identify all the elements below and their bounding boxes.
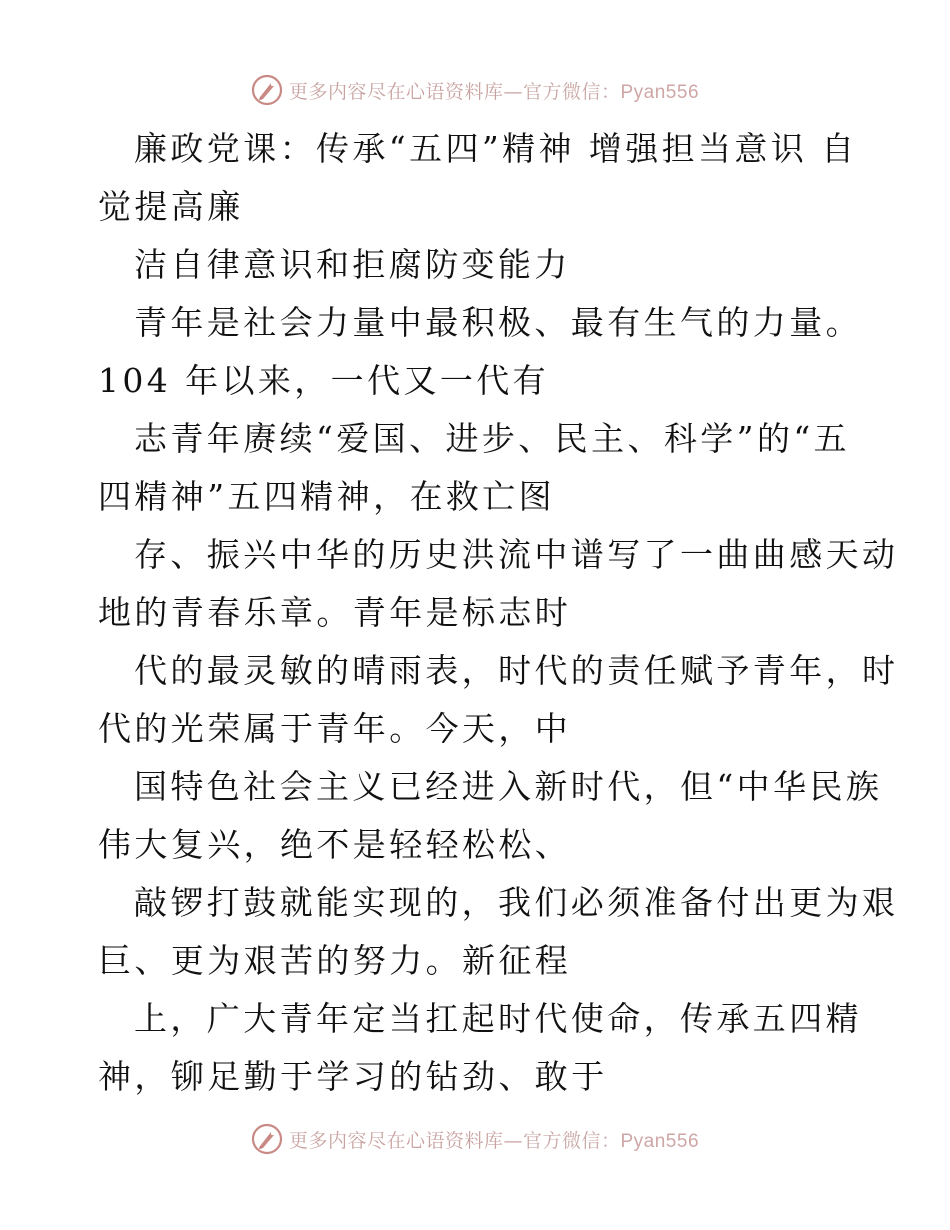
text-line: 存、振兴中华的历史洪流中谱写了一曲曲感天动 (134, 535, 899, 574)
text-line: 巨、更为艰苦的努力。新征程 (98, 941, 572, 980)
watermark-handle: Pyan556 (620, 81, 700, 103)
text-line: 伟大复兴，绝不是轻轻松松、 (98, 825, 572, 864)
watermark-slogan: 更多内容尽在心语资料库— (288, 1129, 523, 1152)
document-body (98, 120, 899, 1106)
text-line: 神，铆足勤于学习的钻劲、敢于 (98, 1057, 608, 1096)
pen-seal-logo-icon (251, 1123, 283, 1155)
text-line: 代的光荣属于青年。今天，中 (98, 709, 572, 748)
text-line: 上，广大青年定当扛起时代使命，传承五四精 (134, 999, 862, 1038)
watermark-text (289, 1126, 699, 1153)
watermark-handle: Pyan556 (620, 1130, 700, 1152)
text-line: 代的最灵敏的晴雨表，时代的责任赋予青年，时 (134, 651, 899, 690)
text-line: 104 年以来，一代又一代有 (98, 361, 550, 400)
text-line: 地的青春乐章。青年是标志时 (98, 593, 572, 632)
watermark-wechat-label: 官方微信： (522, 1129, 621, 1152)
text-line: 敲锣打鼓就能实现的，我们必须准备付出更为艰 (134, 883, 899, 922)
watermark-text (289, 77, 699, 104)
footer-watermark (0, 1121, 950, 1157)
watermark-wechat-label: 官方微信： (522, 80, 621, 103)
text-line: 洁自律意识和拒腐防变能力 (134, 245, 571, 284)
header-watermark (0, 72, 950, 108)
text-line: 觉提高廉 (98, 187, 244, 226)
watermark-slogan: 更多内容尽在心语资料库— (288, 80, 523, 103)
text-line: 四精神”五四精神，在救亡图 (98, 477, 556, 516)
text-line: 志青年赓续“爱国、进步、民主、科学”的“五 (134, 419, 851, 458)
pen-seal-logo-icon (251, 74, 283, 106)
text-line: 国特色社会主义已经进入新时代，但“中华民族 (134, 767, 883, 806)
text-line: 青年是社会力量中最积极、最有生气的力量。 (134, 303, 862, 342)
text-line-title: 廉政党课：传承“五四”精神 增强担当意识 自 (134, 129, 858, 168)
